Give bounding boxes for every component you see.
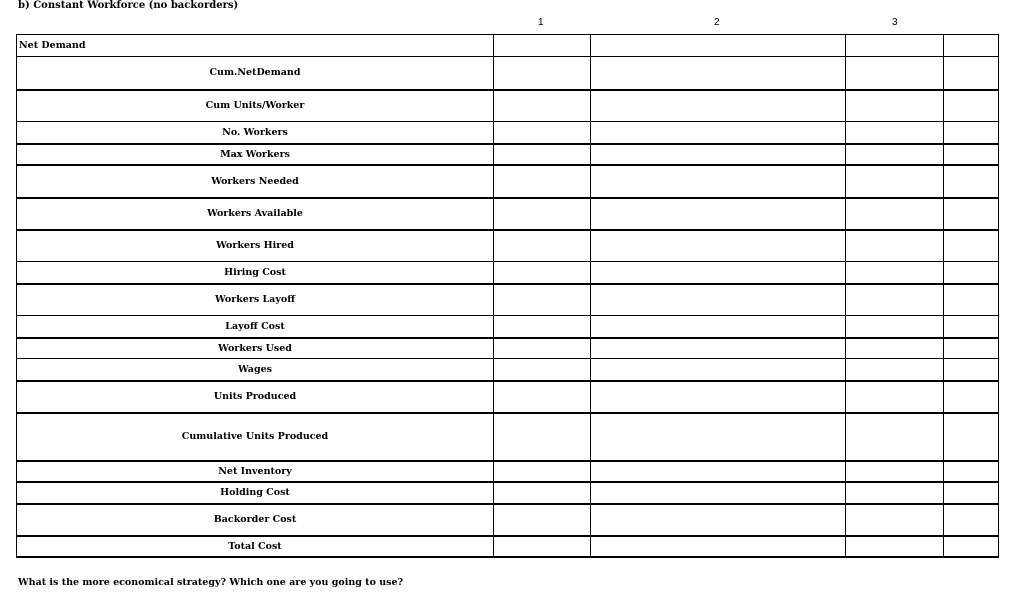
cell[interactable] <box>944 284 999 316</box>
cell[interactable] <box>944 122 999 144</box>
row-label: Hiring Cost <box>17 262 494 284</box>
cell[interactable] <box>846 122 944 144</box>
row-label: Max Workers <box>17 144 494 165</box>
cell[interactable] <box>944 198 999 230</box>
cell[interactable] <box>944 57 999 90</box>
row-label: Backorder Cost <box>17 504 494 536</box>
cell[interactable] <box>494 338 591 359</box>
cell[interactable] <box>846 262 944 284</box>
cell[interactable] <box>591 90 846 122</box>
cell[interactable] <box>494 381 591 413</box>
cell[interactable] <box>494 90 591 122</box>
cell[interactable] <box>591 262 846 284</box>
cell[interactable] <box>846 359 944 381</box>
cell[interactable] <box>591 35 846 57</box>
row-label: Layoff Cost <box>17 316 494 338</box>
cell[interactable] <box>591 413 846 461</box>
cell[interactable] <box>494 144 591 165</box>
cell[interactable] <box>591 338 846 359</box>
strategy-question: What is the more economical strategy? Which one are you going to use? <box>18 577 404 588</box>
cell[interactable] <box>944 413 999 461</box>
column-header-3: 3 <box>892 17 898 28</box>
cell[interactable] <box>944 316 999 338</box>
cell[interactable] <box>494 461 591 482</box>
cell[interactable] <box>944 90 999 122</box>
cell[interactable] <box>494 284 591 316</box>
cell[interactable] <box>494 230 591 262</box>
row-label: Workers Layoff <box>17 284 494 316</box>
workforce-table <box>16 34 999 558</box>
cell[interactable] <box>846 144 944 165</box>
cell[interactable] <box>591 359 846 381</box>
cell[interactable] <box>591 461 846 482</box>
cell[interactable] <box>944 504 999 536</box>
cell[interactable] <box>846 316 944 338</box>
cell[interactable] <box>591 316 846 338</box>
cell[interactable] <box>944 381 999 413</box>
row-label: Workers Hired <box>17 230 494 262</box>
row-label: Cum Units/Worker <box>17 90 494 122</box>
cell[interactable] <box>591 381 846 413</box>
cell[interactable] <box>944 230 999 262</box>
cell[interactable] <box>846 536 944 557</box>
cell[interactable] <box>846 338 944 359</box>
cell[interactable] <box>494 122 591 144</box>
row-label: Total Cost <box>17 536 494 557</box>
cell[interactable] <box>494 536 591 557</box>
cell[interactable] <box>846 90 944 122</box>
cell[interactable] <box>944 536 999 557</box>
cell[interactable] <box>944 482 999 504</box>
cell[interactable] <box>591 482 846 504</box>
cell[interactable] <box>846 461 944 482</box>
cell[interactable] <box>846 284 944 316</box>
row-label: Workers Used <box>17 338 494 359</box>
cell[interactable] <box>846 230 944 262</box>
cell[interactable] <box>846 504 944 536</box>
cell[interactable] <box>494 57 591 90</box>
cell[interactable] <box>591 536 846 557</box>
row-label: Workers Available <box>17 198 494 230</box>
cell[interactable] <box>591 122 846 144</box>
cell[interactable] <box>591 198 846 230</box>
cell[interactable] <box>846 381 944 413</box>
cell[interactable] <box>944 165 999 198</box>
section-title: b) Constant Workforce (no backorders) <box>18 0 239 11</box>
row-label: Cum.NetDemand <box>17 57 494 90</box>
cell[interactable] <box>846 57 944 90</box>
cell[interactable] <box>944 144 999 165</box>
row-label: Net Inventory <box>17 461 494 482</box>
cell[interactable] <box>494 35 591 57</box>
cell[interactable] <box>591 230 846 262</box>
cell[interactable] <box>846 482 944 504</box>
row-label: Holding Cost <box>17 482 494 504</box>
cell[interactable] <box>944 262 999 284</box>
row-label: No. Workers <box>17 122 494 144</box>
cell[interactable] <box>494 359 591 381</box>
cell[interactable] <box>494 413 591 461</box>
cell[interactable] <box>591 57 846 90</box>
row-label: Units Produced <box>17 381 494 413</box>
cell[interactable] <box>591 504 846 536</box>
cell[interactable] <box>846 165 944 198</box>
cell[interactable] <box>494 316 591 338</box>
cell[interactable] <box>591 165 846 198</box>
row-label: Cumulative Units Produced <box>17 413 494 461</box>
column-header-1: 1 <box>538 17 544 28</box>
row-label: Wages <box>17 359 494 381</box>
cell[interactable] <box>494 262 591 284</box>
cell[interactable] <box>494 198 591 230</box>
cell[interactable] <box>944 461 999 482</box>
row-label: Net Demand <box>17 35 494 57</box>
cell[interactable] <box>846 35 944 57</box>
cell[interactable] <box>944 35 999 57</box>
cell[interactable] <box>944 359 999 381</box>
cell[interactable] <box>494 165 591 198</box>
column-header-2: 2 <box>714 17 720 28</box>
cell[interactable] <box>846 413 944 461</box>
cell[interactable] <box>591 284 846 316</box>
cell[interactable] <box>846 198 944 230</box>
cell[interactable] <box>591 144 846 165</box>
cell[interactable] <box>494 482 591 504</box>
cell[interactable] <box>494 504 591 536</box>
row-label: Workers Needed <box>17 165 494 198</box>
cell[interactable] <box>944 338 999 359</box>
